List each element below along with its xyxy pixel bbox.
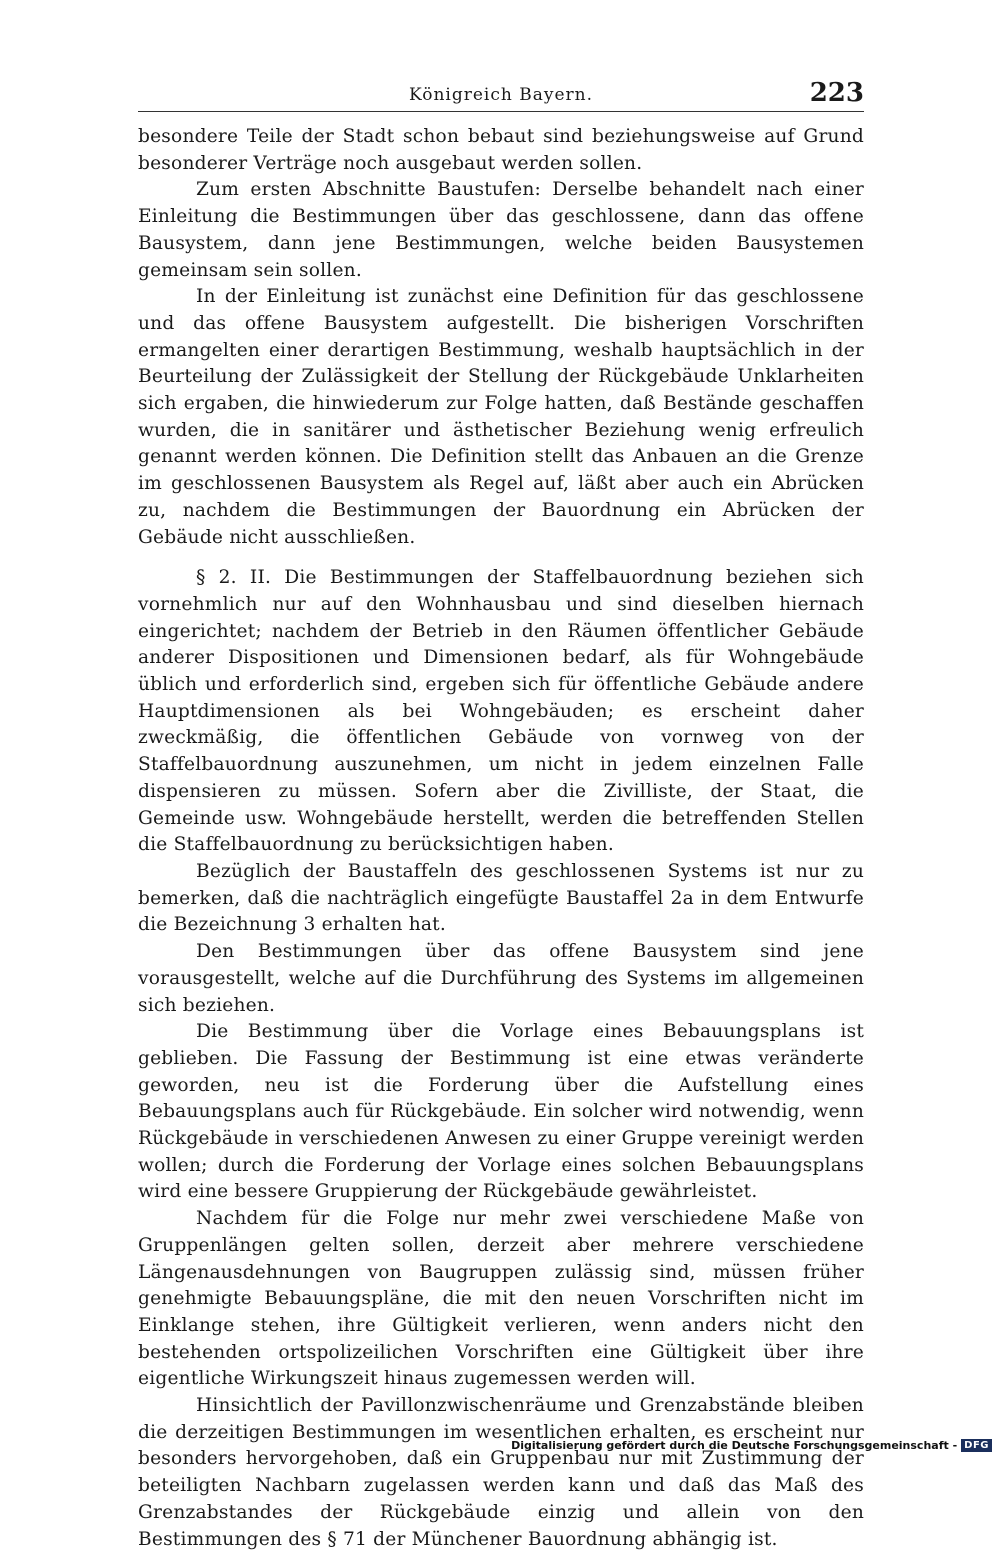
page-number: 223 [809,78,864,108]
paragraph: In der Einleitung ist zunächst eine Definition für das geschlossene und das offene Bausystem aufgestellt. Die bisherigen Vorschriften ermangelten einer derartigen Bestimmung, weshalb hauptsächlich in der Beurteilung der Zulässigkeit der Stellung der Rückgebäude Unklarheiten sich ergaben, die hinwiederum zur Folge hatten, daß Bestände geschaffen wurden, die in sanitärer und ästhetischer Beziehung wenig erfreulich genannt werden können. Die Definition stellt das Anbauen an die Grenze im geschlossenen Bausystem als Regel auf, läßt aber auch ein Abrücken zu, nachdem die Bestimmungen der Bauordnung ein Abrücken der Gebäude nicht ausschließen. [138,286,864,548]
page-header [138,78,864,108]
paragraph: Zum ersten Abschnitte Baustufen: Derselbe behandelt nach einer Einleitung die Bestimmungen über das geschlossene, dann das offene Bausystem, dann jene Bestimmungen, welche beiden Bausystemen gemeinsam sein sollen. [138,179,864,281]
header-rule [138,111,864,112]
paragraph: Den Bestimmungen über das offene Bausystem sind jene vorausgestellt, welche auf die Durchführung des Systems im allgemeinen sich beziehen. [138,941,864,1016]
body-text [138,124,864,1553]
paragraph: Die Bestimmung über die Vorlage eines Bebauungsplans ist geblieben. Die Fassung der Bestimmung ist eine etwas veränderte geworden, neu ist die Forderung über die Aufstellung eines Bebauungsplans auch für Rückgebäude. Ein solcher wird notwendig, wenn Rückgebäude in verschiedenen Anwesen zu einer Gruppe vereinigt werden wollen; durch die Forderung der Vorlage eines solchen Bebauungsplans wird eine bessere Gruppierung der Rückgebäude gewährleistet. [138,1021,864,1203]
digitization-credit [511,1437,992,1453]
running-head: Königreich Bayern. [408,85,593,105]
paragraph: besondere Teile der Stadt schon bebaut sind beziehungsweise auf Grund besonderer Verträge noch ausgebaut werden sollen. [138,126,864,174]
dfg-logo: DFG [961,1439,992,1452]
paragraph: Bezüglich der Baustaffeln des geschlossenen Systems ist nur zu bemerken, daß die nachträglich eingefügte Baustaffel 2a in dem Entwurfe die Bezeichnung 3 erhalten hat. [138,860,864,936]
paragraph: Nachdem für die Folge nur mehr zwei verschiedene Maße von Gruppenlängen gelten sollen, derzeit aber mehrere verschiedene Längenausdehnungen von Baugruppen zulässig sind, müssen früher genehmigte Bebauungspläne, die mit den neuen Vorschriften nicht im Einklange stehen, ihre Gültigkeit verlieren, wenn anders nicht den bestehenden ortspolizeilichen Vorschriften eine Gültigkeit über ihre eigentliche Wirkungszeit hinaus zugemessen werden will. [138,1208,864,1390]
credit-text: Digitalisierung gefördert durch die Deutsche Forschungsgemeinschaft - [511,1438,958,1452]
paragraph: § 2. II. Die Bestimmungen der Staffelbauordnung beziehen sich vornehmlich nur auf den Wohnhausbau und sind dieselben hiernach eingerichtet; nachdem der Betrieb in den Räumen öffentlicher Gebäude anderer Dispositionen und Dimensionen bedarf, als für Wohngebäude üblich und erforderlich sind, ergeben sich für öffentliche Gebäude andere Hauptdimensionen als bei Wohngebäuden; es erscheint daher zweckmäßig, die öffentlichen Gebäude von vornweg von der Staffelbauordnung auszunehmen, um nicht in jedem einzelnen Falle dispensieren zu müssen. Sofern aber die Zivilliste, der Staat, die Gemeinde usw. Wohngebäude herstellt, werden die betreffenden Stellen die Staffelbauordnung zu berücksichtigen haben. [138,567,864,856]
paragraph: Hinsichtlich der Pavillonzwischenräume und Grenzabstände bleiben die derzeitigen Bestimmungen im wesentlichen erhalten, es erscheint nur besonders hervorgehoben, daß ein Gruppenbau nur mit Zustimmung der beteiligten Nachbarn zugelassen werden kann und daß das Maß des Grenzabstandes der Rückgebäude einzig und allein von den Bestimmungen des § 71 der Münchener Bauordnung abhängig ist. [138,1395,864,1550]
